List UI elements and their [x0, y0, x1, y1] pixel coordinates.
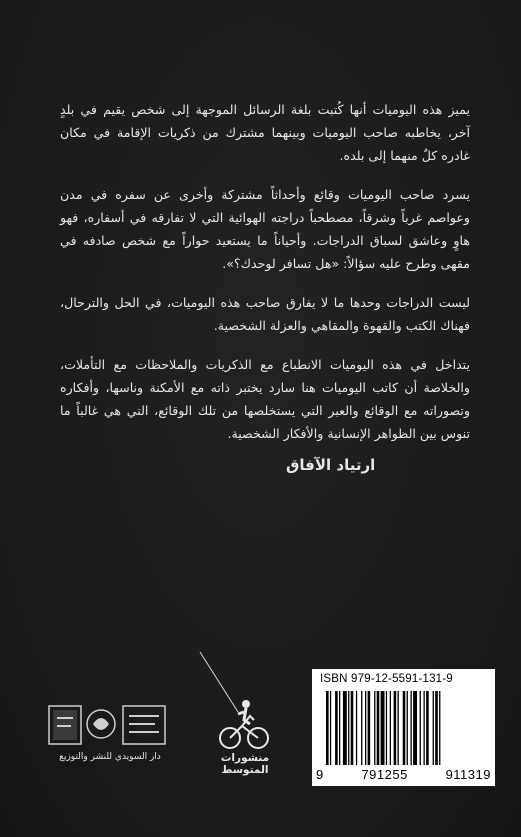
barcode-bar	[377, 691, 380, 765]
barcode-bar	[433, 691, 434, 765]
blurb-paragraph-4: يتداخل في هذه اليوميات الانطباع مع الذكريات والملاحظات مع التأملات، والخلاصة أن كاتب اليوميات هنا سارد يختبر ذاته مع الأمكنة وناسها، وأفكاره وتصوراته مع الوقائع والعبر التي يستخلصها من تلك الوقائع، التي هي غالباً ما تنوس بين الظواهر الإنسانية والأفكار الشخصية.	[60, 357, 470, 441]
barcode-bar	[407, 691, 408, 765]
blurb-paragraph-1: يميز هذه اليوميات أنها كُتبت بلغة الرسائل الموجهة إلى شخص يقيم في بلدٍ آخر، يخاطبه صاحب اليوميات وبينهما مشترك من ذكريات الإقامة في مكان غادره كلٌ منهما إلى بلده.	[60, 102, 470, 163]
barcode-bar	[439, 691, 440, 765]
blurb-paragraph-2: يسرد صاحب اليوميات وقائع وأحداثاً مشتركة وأخرى عن سفره في مدن وعواصم غرباً وشرقاً، مصطحباً دراجته الهوائية التي لا تفارقه في أسفاره، فهو هاوٍ وعاشق لسباق الدراجات. وأحياناً ما يستعيد حواراً مع شخص صادفه في مقهى وطرح عليه سؤالاً: «هل تسافر لوحدك؟».	[60, 187, 470, 271]
barcode-bar	[390, 691, 391, 765]
barcode-bar	[411, 691, 412, 765]
barcode-bar	[351, 691, 354, 765]
series-name: ارتياد الآفاق	[286, 456, 376, 474]
barcode-bars	[326, 691, 486, 767]
barcode-bar	[374, 691, 375, 765]
barcode-bar	[420, 691, 421, 765]
barcode-digit-right: 911319	[445, 767, 491, 782]
isbn-label: ISBN 979-12-5591-131-9	[320, 673, 453, 685]
barcode-bar	[335, 691, 338, 765]
barcode-bar	[339, 691, 340, 765]
barcode-bar	[326, 691, 329, 765]
barcode-bar	[330, 691, 331, 765]
barcode-bar	[348, 691, 349, 765]
blurb-paragraph-3: ليست الدراجات وحدها ما لا يفارق صاحب هذه اليوميات، في الحل والترحال، فهناك الكتب والقهوة والمقاهي والعزلة الشخصية.	[60, 295, 470, 333]
barcode-bar	[398, 691, 399, 765]
barcode-bar	[424, 691, 425, 765]
cyclist-icon	[180, 650, 290, 760]
publisher-name-left: دار السويدي للنشر والتوزيع	[59, 752, 161, 762]
publisher-logos-left	[45, 700, 170, 756]
barcode-bar	[386, 691, 387, 765]
barcode-digits	[316, 767, 491, 782]
barcode-bar	[426, 691, 429, 765]
barcode-bar	[356, 691, 357, 765]
barcode-bar	[403, 691, 406, 765]
barcode-bar	[368, 691, 371, 765]
barcode-digit-lead: 9	[316, 767, 324, 782]
barcode-bar	[365, 691, 366, 765]
publisher-name-mid: منشورات المتوسط	[220, 752, 270, 776]
blurb-text	[60, 98, 470, 461]
barcode-bar	[394, 691, 397, 765]
barcode-bar	[381, 691, 385, 765]
barcode-digit-left: 791255	[361, 767, 408, 782]
barcode-bar	[435, 691, 438, 765]
barcode-bar	[343, 691, 347, 765]
barcode-bar	[413, 691, 417, 765]
isbn-barcode	[312, 669, 495, 786]
publisher-logo-icon	[45, 700, 170, 750]
barcode-bar	[361, 691, 362, 765]
